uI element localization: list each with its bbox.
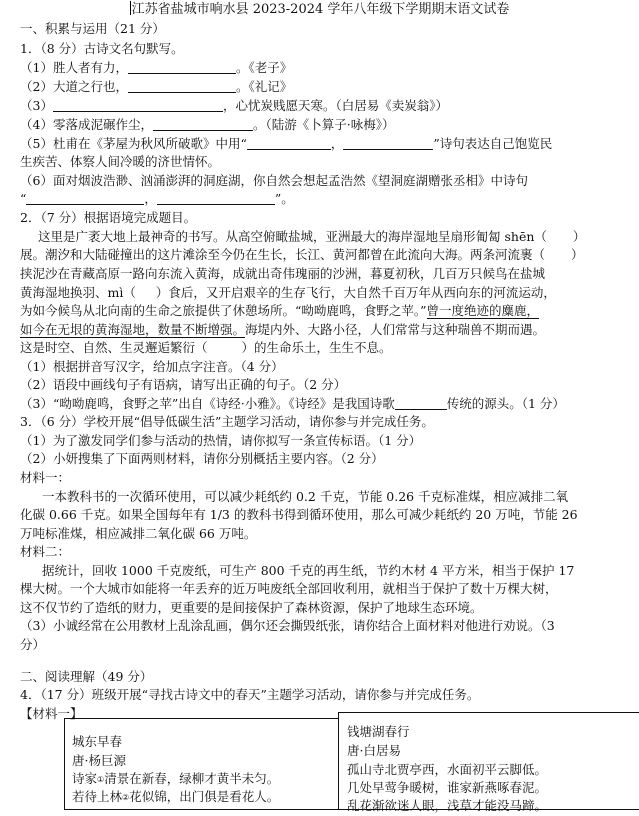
poem-left-author: 唐·杨巨源 <box>72 753 126 768</box>
q2-passage-line4: 黄海湿地换羽、mì（ ）食后，又开启艰辛的生存飞行，大自然千百万年从西向东的河流运动， <box>20 285 556 300</box>
section1-heading: 一、积累与运用（21 分） <box>20 21 165 36</box>
answer-blank[interactable] <box>128 79 236 93</box>
q1-item6-line1: （6）面对烟波浩渺、汹涌澎湃的洞庭湖，你自然会想起孟浩然《望洞庭湖赠张丞相》中诗句 <box>20 173 528 188</box>
q2-sub3: （3）“呦呦鹿鸣，食野之苹”出自《诗经·小雅》。《诗经》是我国诗歌 传统的源头。（1 分） <box>20 396 565 411</box>
q1-item1: （1）胜人者有力， 。《老子》 <box>20 60 293 75</box>
poem-left-line2: 若待上林②花似锦，出门俱是看花人。 <box>72 789 280 804</box>
section2-heading: 二、阅读理解（49 分） <box>20 669 153 684</box>
material1-label: 材料一： <box>20 470 71 485</box>
answer-blank[interactable] <box>343 136 433 150</box>
material1-line3: 万吨标准煤，相应减排二氧化碳 66 万吨。 <box>20 526 257 541</box>
text-cursor <box>130 1 131 15</box>
footnote-marker: ① <box>97 775 105 784</box>
q3-sub3-line1: （3）小诚经常在公用教材上乱涂乱画，偶尔还会撕毁纸张，请你结合上面材料对他进行劝说。（3 <box>20 618 555 633</box>
material1-line2: 化碳 0.66 千克。如果全国每年有 1/3 的教科书得到循环使用，那么可减少耗纸约 20 万吨，节能 26 <box>20 507 578 522</box>
q1-item6-line2: “ ， ”。 <box>20 191 294 206</box>
q4-stem: 4．（17 分）班级开展“寻找古诗文中的春天”主题学习活动，请你参与并完成任务。 <box>20 687 480 702</box>
q1-stem: 1．（8 分）古诗文名句默写。 <box>20 41 184 56</box>
material2-line2: 棵大树。一个大城市如能将一年丢弃的近万吨废纸全部回收利用，就相当于保护了数十万棵大树， <box>20 581 558 596</box>
answer-blank[interactable] <box>395 396 447 410</box>
material2-line1: 据统计，回收 1000 千克废纸，可生产 800 千克的再生纸，节约木材 4 平方米，相当于保护 17 <box>42 563 575 578</box>
q2-passage-line7: 这是时空、自然、生灵邂逅繁衍（ ）的生命乐土，生生不息。 <box>20 340 392 355</box>
q2-passage-line1: 这里是广袤大地上最神奇的书写。从高空俯瞰盐城，亚洲最大的海岸湿地呈扇形匍匐 shēn（ ） <box>38 229 586 244</box>
q2-sub1: （1）根据拼音写汉字，给加点字注音。（4 分） <box>20 359 284 374</box>
material1-line1: 一本教科书的一次循环使用，可以减少耗纸约 0.2 千克，节能 0.26 千克标准煤，相应减排二氧 <box>42 489 569 504</box>
poem-right-line3: 乱花渐欲迷人眼，浅草才能没马蹄。 <box>347 798 548 813</box>
answer-blank[interactable] <box>247 136 331 150</box>
answer-blank[interactable] <box>128 60 236 74</box>
answer-blank[interactable] <box>53 98 223 112</box>
poem-right-line2: 几处早莺争暖树，谁家新燕啄春泥。 <box>347 780 548 795</box>
footnote-marker: ② <box>122 793 130 802</box>
q2-stem: 2．（7 分）根据语境完成题目。 <box>20 210 197 225</box>
q2-passage-line2: 展。潮汐和大陆碰撞出的这片滩涂至今仍在生长，长江、黄河都曾在此流向大海。两条河流裹（ ） <box>20 247 584 262</box>
q3-sub3-line2: 分） <box>20 637 46 652</box>
q2-passage-line3: 挟泥沙在青藏高原一路向东流入黄海，成就出奇伟瑰丽的沙洲，暮夏初秋，几百万只候鸟在盐城 <box>20 266 546 281</box>
q1-item4: （4）零落成泥碾作尘， 。（陆游《卜算子·咏梅》） <box>20 117 395 132</box>
answer-blank[interactable] <box>157 191 275 205</box>
poem-left-title: 城东早春 <box>72 734 123 749</box>
q3-stem: 3．（6 分）学校开展“倡导低碳生活”主题学习活动，请你参与并完成任务。 <box>20 414 434 429</box>
q1-item5-line2: 生疾苦、体察人间冷暖的济世情怀。 <box>20 154 221 169</box>
exam-title: 江苏省盐城市响水县 2023-2024 学年八年级下学期期末语文试卷 <box>131 2 510 17</box>
q2-sub2: （2）语段中画线句子有语病，请写出正确的句子。（2 分） <box>20 377 347 392</box>
q1-item5-line1: （5）杜甫在《茅屋为秋风所破歌》中用“ ， ”诗句表达自己饱览民 <box>20 136 553 151</box>
q3-sub2: （2）小妍搜集了下面两则材料，请你分别概括主要内容。（2 分） <box>20 451 384 466</box>
poem-right-title: 钱塘湖春行 <box>347 724 410 739</box>
material2-line3: 这不仅节约了造纸的财力，更重要的是间接保护了森林资源，保护了地球生态环境。 <box>20 600 483 615</box>
q1-item3: （3） ，心忧炭贱愿天寒。（白居易《卖炭翁》） <box>20 98 448 113</box>
answer-blank[interactable] <box>26 191 144 205</box>
q1-item2: （2）大道之行也， 。《礼记》 <box>20 79 293 94</box>
poem-right-author: 唐·白居易 <box>347 743 401 758</box>
q3-sub1: （1）为了激发同学们参与活动的热情，请你拟写一条宣传标语。（1 分） <box>20 433 422 448</box>
answer-blank[interactable] <box>153 117 253 131</box>
poem-right-line1: 孤山寺北贾亭西，水面初平云脚低。 <box>347 762 548 777</box>
underlined-sentence: 如今在无垠的黄海湿地，数量不断增强。 <box>20 322 246 337</box>
q2-passage-line5: 为如今候鸟从北向南的生命之旅提供了休憩场所。“呦呦鹿鸣，食野之苹。”曾一度绝迹的麋鹿， <box>20 303 540 318</box>
underlined-sentence: 曾一度绝迹的麋鹿， <box>426 303 540 318</box>
q2-passage-line6: 如今在无垠的黄海湿地，数量不断增强。海堤内外、大路小径，人们常常与这种瑞兽不期而遇。 <box>20 322 546 337</box>
poem-left-line1: 诗家①清景在新春，绿柳才黄半未匀。 <box>72 771 280 786</box>
material-label: 【材料一】 <box>20 706 83 721</box>
material2-label: 材料二： <box>20 544 71 559</box>
